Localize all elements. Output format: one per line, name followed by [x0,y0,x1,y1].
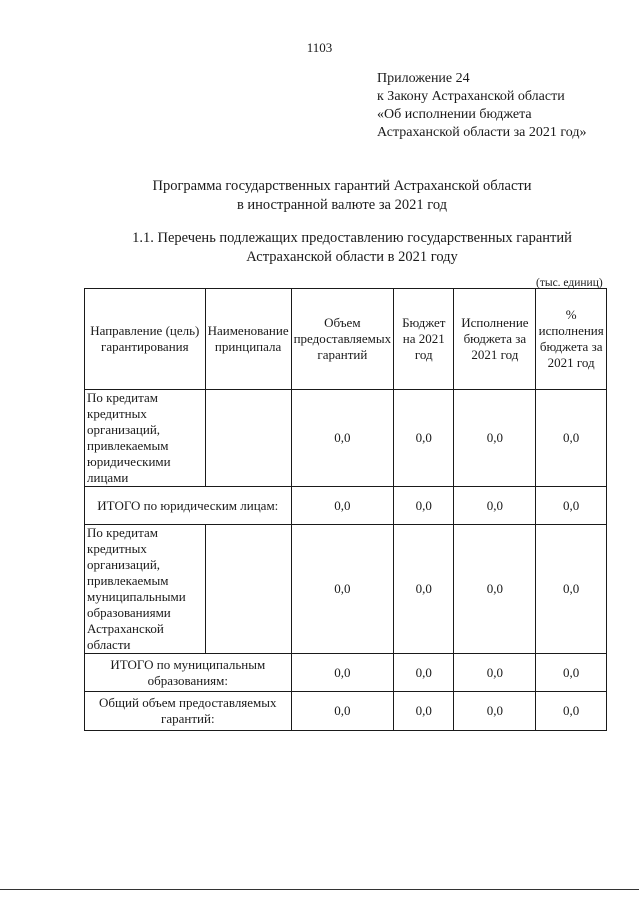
value-cell: 0,0 [394,654,454,692]
subtitle-line: 1.1. Перечень подлежащих предоставлению государственных гарантий [132,230,572,246]
guarantees-table [84,288,607,731]
value-cell: 0,0 [536,390,607,487]
value-cell: 0,0 [454,654,536,692]
table-row [85,654,607,692]
value-cell: 0,0 [394,487,454,525]
value-cell: 0,0 [394,692,454,731]
principal-cell [205,525,291,654]
total-label: Общий объем предоставляемых гарантий: [85,692,292,731]
subtitle-line: Астраханской области в 2021 году [246,249,458,265]
header-execution: Исполнение бюджета за 2021 год [454,289,536,390]
table-row [85,525,607,654]
value-cell: 0,0 [454,390,536,487]
table-row [85,692,607,731]
section-heading [0,229,639,267]
subtotal-label: ИТОГО по юридическим лицам: [85,487,292,525]
value-cell: 0,0 [454,692,536,731]
value-cell: 0,0 [291,654,394,692]
page-number: 1103 [306,40,333,55]
row-label: По кредитам кредитных организаций, привлекаемым юридическими лицами [85,390,206,487]
value-cell: 0,0 [394,390,454,487]
header-volume: Объем предоставляемых гарантий [291,289,394,390]
value-cell: 0,0 [291,525,394,654]
appendix-line: Астраханской области за 2021 год» [377,125,587,140]
value-cell: 0,0 [536,654,607,692]
title-line: Программа государственных гарантий Астраханской области [152,178,532,194]
appendix-reference [377,70,586,142]
principal-cell [205,390,291,487]
value-cell: 0,0 [291,487,394,525]
subtotal-label: ИТОГО по муниципальным образованиям: [85,654,292,692]
table-row [85,390,607,487]
value-cell: 0,0 [454,525,536,654]
value-cell: 0,0 [536,487,607,525]
value-cell: 0,0 [536,525,607,654]
page-bottom-rule [0,889,639,890]
appendix-line: Приложение 24 [377,71,470,86]
value-cell: 0,0 [291,692,394,731]
document-title [0,177,639,215]
table-row [85,487,607,525]
value-cell: 0,0 [536,692,607,731]
header-direction: Направление (цель) гарантирования [85,289,206,390]
header-percent: % исполнения бюджета за 2021 год [536,289,607,390]
title-line: в иностранной валюте за 2021 год [236,197,448,213]
row-label: По кредитам кредитных организаций, привлекаемым муниципальными образованиями Астраханской области [85,525,206,654]
header-principal: Наименование принципала [205,289,291,390]
value-cell: 0,0 [394,525,454,654]
appendix-line: «Об исполнении бюджета [377,107,532,122]
value-cell: 0,0 [454,487,536,525]
header-budget: Бюджет на 2021 год [394,289,454,390]
table-header-row [85,289,607,390]
appendix-line: к Закону Астраханской области [377,89,565,104]
value-cell: 0,0 [291,390,394,487]
units-note: (тыс. единиц) [536,277,603,289]
